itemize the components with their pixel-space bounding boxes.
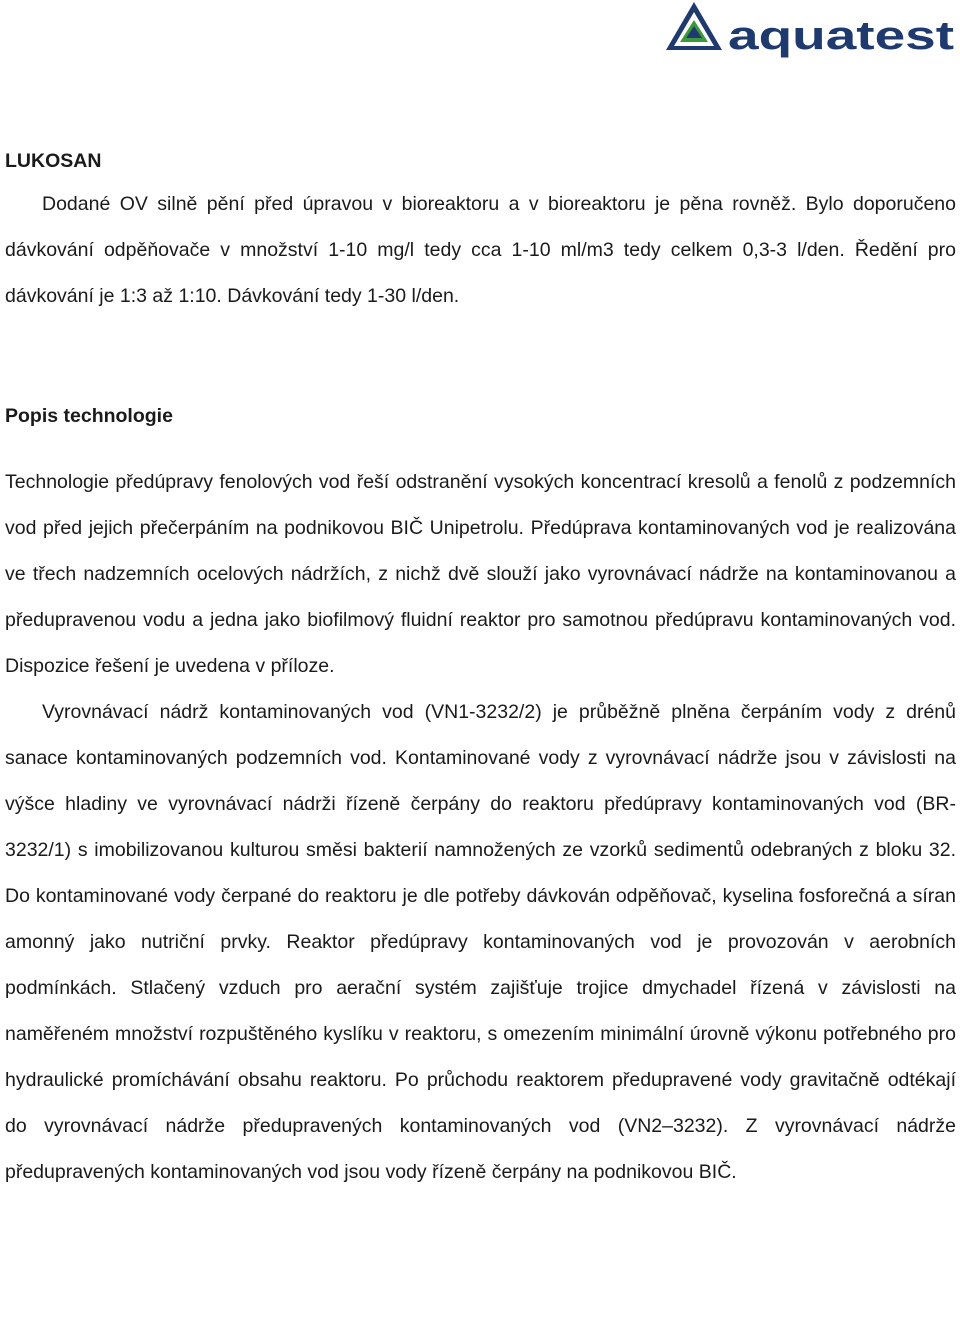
- document-body: [5, 146, 956, 1195]
- section-popis-technologie: [5, 401, 956, 1195]
- technology-paragraph-1: Technologie předúpravy fenolových vod řeší odstranění vysokých koncentrací kresolů a fenolů z podzemních vod před jejich přečerpáním na podnikovou BIČ Unipetrolu. Předúprava kontaminovaných vod je realizována ve třech nadzemních ocelových nádržích, z nichž dvě slouží jako vyrovnávací nádrže na kontaminovanou a předupravenou vodu a jedna jako biofilmový fluidní reaktor pro samotnou předúpravu kontaminovaných vod. Dispozice řešení je uvedena v příloze.: [5, 471, 956, 677]
- technology-paragraph-2: Vyrovnávací nádrž kontaminovaných vod (VN1-3232/2) je průběžně plněna čerpáním vody z drénů sanace kontaminovaných podzemních vod. Kontaminované vody z vyrovnávací nádrže jsou v závislosti na výšce hladiny ve vyrovnávací nádrži řízeně čerpány do reaktoru předúpravy kontaminovaných vod (BR-3232/1) s imobilizovanou kulturou směsi bakterií namnožených ze vzorků sedimentů odebraných z bloku 32. Do kontaminované vody čerpané do reaktoru je dle potřeby dávkován odpěňovač, kyselina fosforečná a síran amonný jako nutriční prvky. Reaktor předúpravy kontaminovaných vod je provozován v aerobních podmínkách. Stlačený vzduch pro aerační systém zajišťuje trojice dmychadel řízená v závislosti na naměřeném množství rozpuštěného kyslíku v reaktoru, s omezením minimální úrovně výkonu potřebného pro hydraulické promíchávání obsahu reaktoru. Po průchodu reaktorem předupravené vody gravitačně odtékají do vyrovnávací nádrže předupravených kontaminovaných vod (VN2–3232). Z vyrovnávací nádrže předupravených kontaminovaných vod jsou vody řízeně čerpány na podnikovou BIČ.: [5, 701, 956, 1183]
- section-title-lukosan: LUKOSAN: [5, 150, 102, 172]
- section-lukosan: [5, 146, 956, 319]
- section-title-popis-technologie: Popis technologie: [5, 405, 173, 427]
- aquatest-logo: [664, 2, 956, 58]
- aquatest-logo-graphic: [664, 2, 956, 58]
- lukosan-paragraph: Dodané OV silně pění před úpravou v bioreaktoru a v bioreaktoru je pěna rovněž. Bylo doporučeno dávkování odpěňovače v množství 1-10 mg/l tedy cca 1-10 ml/m3 tedy celkem 0,3-3 l/den. Ředění pro dávkování je 1:3 až 1:10. Dávkování tedy 1-30 l/den.: [5, 193, 956, 307]
- logo-wordmark: aquatest: [728, 14, 954, 58]
- logo-triangle-icon: [666, 2, 722, 50]
